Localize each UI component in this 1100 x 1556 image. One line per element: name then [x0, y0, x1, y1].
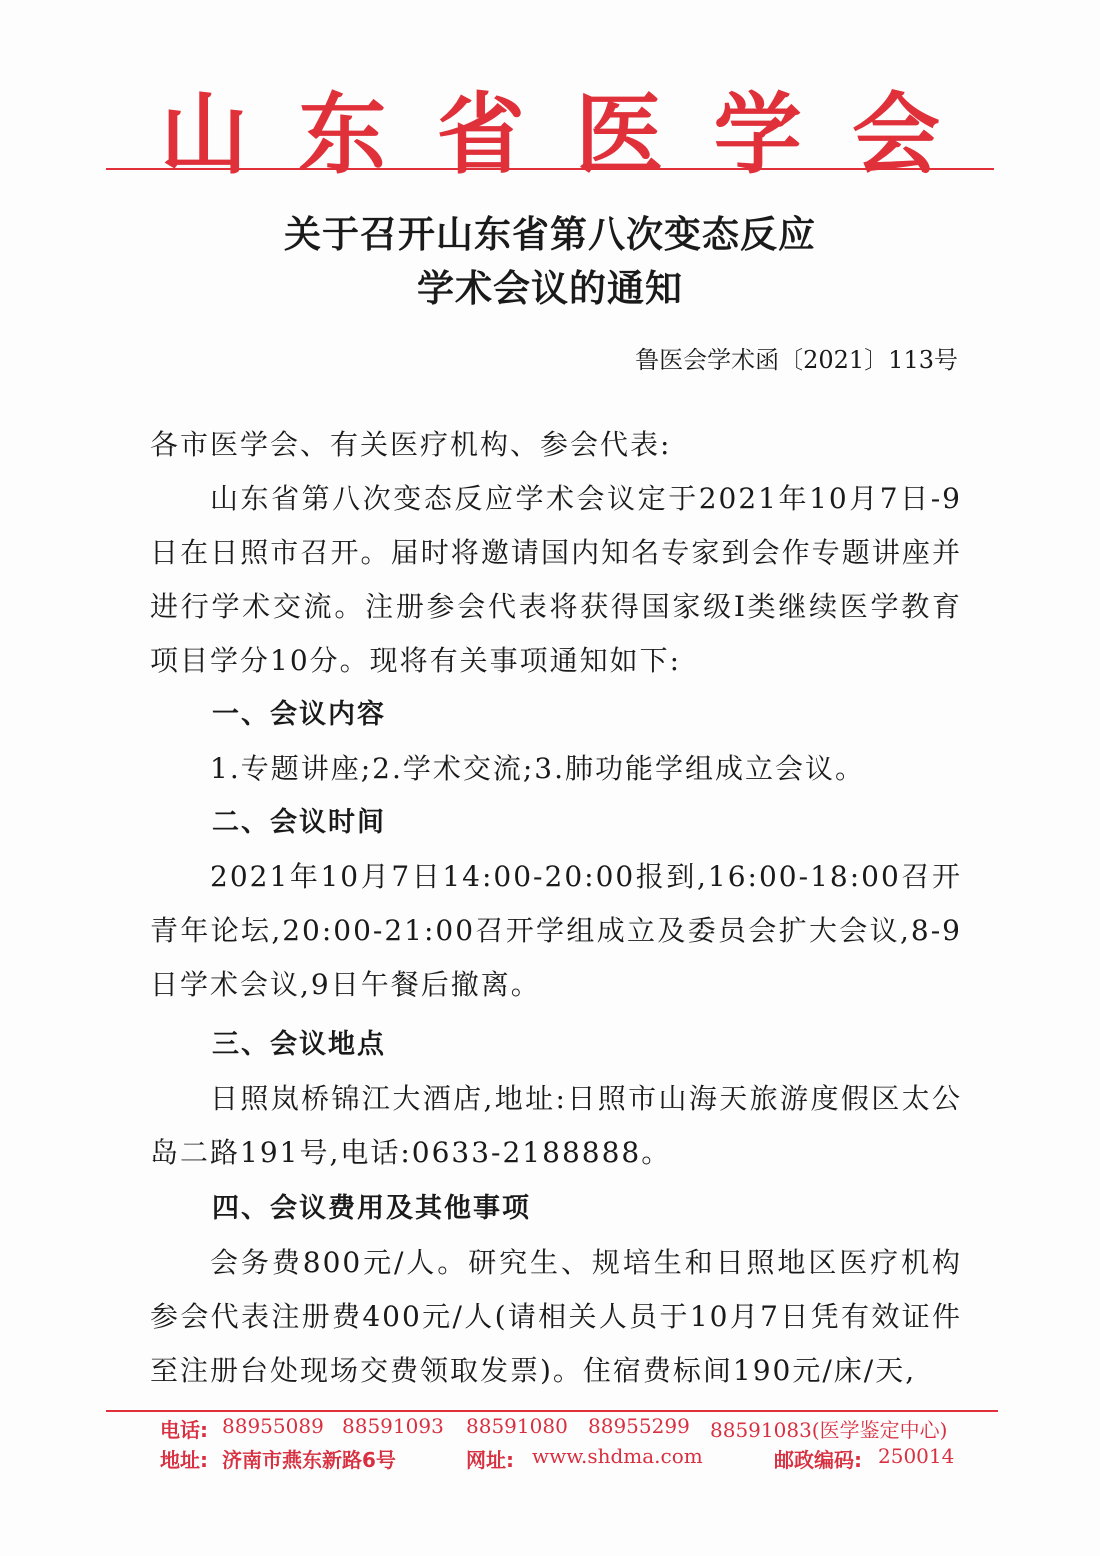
footer-website-label: 网址:: [466, 1448, 514, 1472]
footer-phone: 88955299: [588, 1414, 690, 1438]
footer-divider: [106, 1410, 998, 1412]
section3-heading: 三、会议地点: [212, 1029, 386, 1060]
letterhead-char: 东: [298, 82, 387, 186]
section2-heading: 二、会议时间: [212, 807, 386, 838]
letterhead-char: 山: [160, 82, 249, 186]
letterhead-char: 医: [575, 82, 664, 186]
footer-website-link[interactable]: www.shdma.com: [532, 1444, 703, 1468]
document-number: 鲁医会学术函〔2021〕113号: [635, 346, 958, 374]
salutation: 各市医学会、有关医疗机构、参会代表:: [150, 428, 672, 461]
footer-postcode-label: 邮政编码:: [774, 1448, 862, 1472]
footer-postcode: 250014: [878, 1444, 955, 1468]
footer-phone: 88591080: [466, 1414, 568, 1438]
footer-phone: 88591093: [342, 1414, 444, 1438]
intro-paragraph: 山东省第八次变态反应学术会议定于2021年10月7日-9日在日照市召开。届时将邀请国内知名专家到会作专题讲座并进行学术交流。注册参会代表将获得国家级Ⅰ类继续医学教育项目学分10分。现将有关事项通知如下:: [150, 482, 962, 677]
footer-phone: 88591083(医学鉴定中心): [710, 1418, 948, 1442]
letterhead-char: 省: [436, 82, 525, 186]
letterhead-divider: [106, 168, 994, 170]
footer-address: 济南市燕东新路6号: [222, 1448, 396, 1472]
footer-address-label: 地址:: [160, 1448, 208, 1472]
footer-phone: 88955089: [222, 1414, 324, 1438]
footer-phone-label: 电话:: [160, 1418, 208, 1442]
section1-heading: 一、会议内容: [212, 699, 386, 730]
document-title-line1: 关于召开山东省第八次变态反应: [284, 213, 816, 256]
section1-body: 1.专题讲座;2.学术交流;3.肺功能学组成立会议。: [210, 752, 866, 785]
letterhead-org-name: [160, 78, 940, 186]
section3-body: 日照岚桥锦江大酒店,地址:日照市山海天旅游度假区太公岛二路191号,电话:0633-2188888。: [150, 1082, 962, 1169]
letterhead-char: 会: [851, 82, 940, 186]
section4-body: 会务费800元/人。研究生、规培生和日照地区医疗机构参会代表注册费400元/人(请相关人员于10月7日凭有效证件至注册台处现场交费领取发票)。住宿费标间190元/床/天,: [150, 1246, 962, 1387]
section2-body: 2021年10月7日14:00-20:00报到,16:00-18:00召开青年论坛,20:00-21:00召开学组成立及委员会扩大会议,8-9日学术会议,9日午餐后撤离。: [150, 860, 962, 1001]
letterhead-char: 学: [713, 82, 802, 186]
section4-heading: 四、会议费用及其他事项: [212, 1193, 531, 1224]
document-title-line2: 学术会议的通知: [417, 267, 683, 310]
